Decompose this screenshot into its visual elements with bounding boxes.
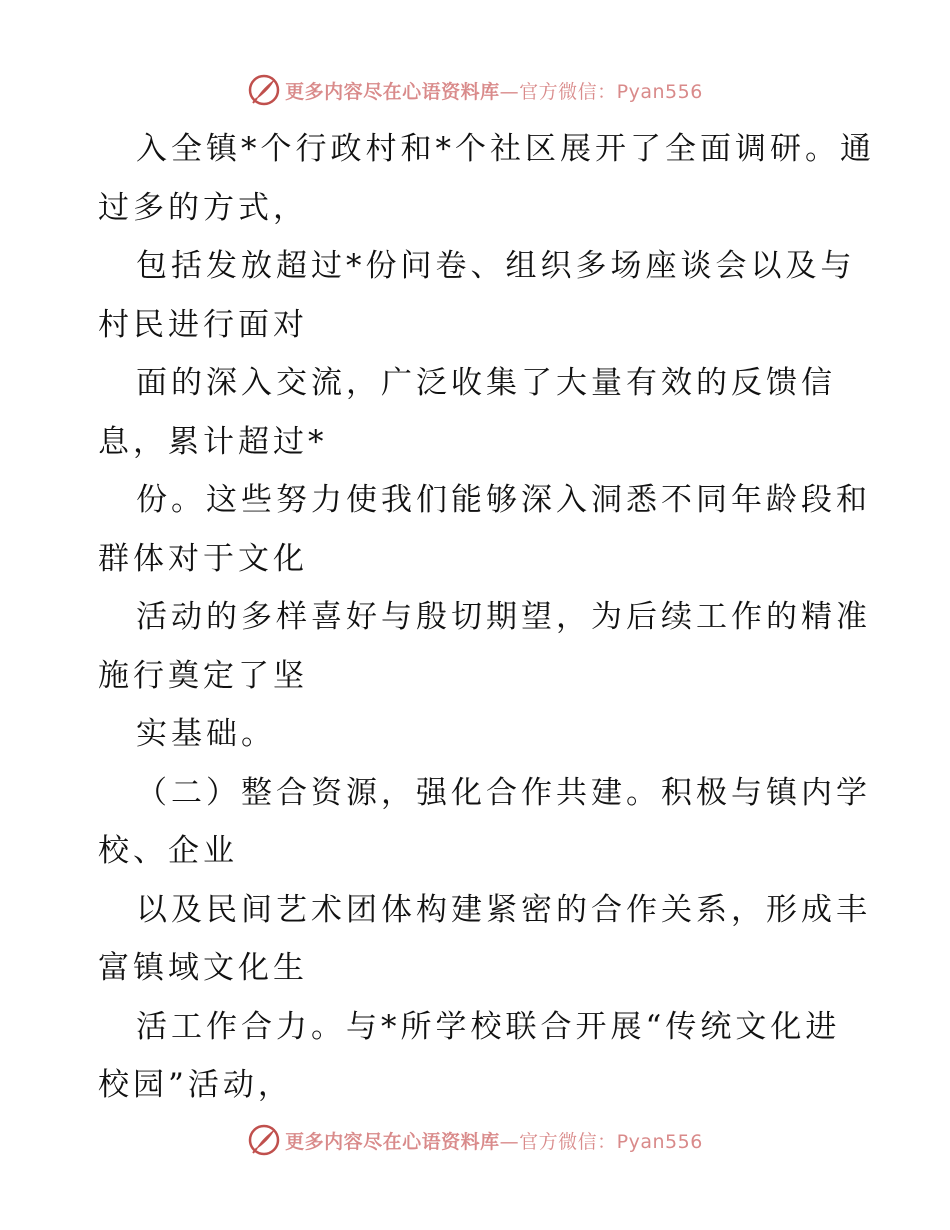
paragraph-line: 实基础。 [136, 716, 276, 752]
paragraph-line: 息，累计超过* [98, 423, 328, 460]
banner-wechat: 官方微信：Pyan556 [519, 1130, 703, 1153]
paragraph-line: 校园”活动， [98, 1067, 293, 1103]
paragraph-line: 面的深入交流，广泛收集了大量有效的反馈信 [136, 365, 836, 401]
paragraph-line: 活动的多样喜好与殷切期望，为后续工作的精准 [136, 599, 871, 635]
banner-site-name: 更多内容尽在心语资料库 [285, 80, 500, 103]
banner-dash: — [499, 1130, 520, 1153]
paragraph-line: 包括发放超过*份问卷、组织多场座谈会以及与 [136, 248, 856, 284]
banner-site-name: 更多内容尽在心语资料库 [285, 1130, 500, 1153]
feather-pen-logo-icon [247, 1123, 281, 1157]
paragraph-line: 村民进行面对 [98, 306, 308, 343]
paragraph-line: 富镇域文化生 [98, 950, 308, 986]
paragraph-line: 校、企业 [98, 833, 238, 869]
feather-pen-logo-icon [247, 73, 281, 107]
header-banner [0, 70, 950, 110]
section-heading-line: （二）整合资源，强化合作共建。积极与镇内学 [136, 774, 871, 811]
banner-wechat: 官方微信：Pyan556 [519, 80, 703, 103]
paragraph-line: 入全镇*个行政村和*个社区展开了全面调研。通 [136, 131, 875, 167]
paragraph-line: 群体对于文化 [98, 540, 308, 577]
footer-banner [0, 1120, 950, 1160]
paragraph-line: 份。这些努力使我们能够深入洞悉不同年龄段和 [136, 482, 871, 518]
paragraph-line: 以及民间艺术团体构建紧密的合作关系，形成丰 [136, 891, 871, 928]
paragraph-line: 过多的方式， [98, 189, 308, 226]
document-body [98, 120, 875, 1115]
paragraph-line: 施行奠定了坚 [98, 657, 308, 694]
paragraph-line: 活工作合力。与*所学校联合开展“传统文化进 [136, 1008, 841, 1045]
banner-dash: — [499, 80, 520, 103]
